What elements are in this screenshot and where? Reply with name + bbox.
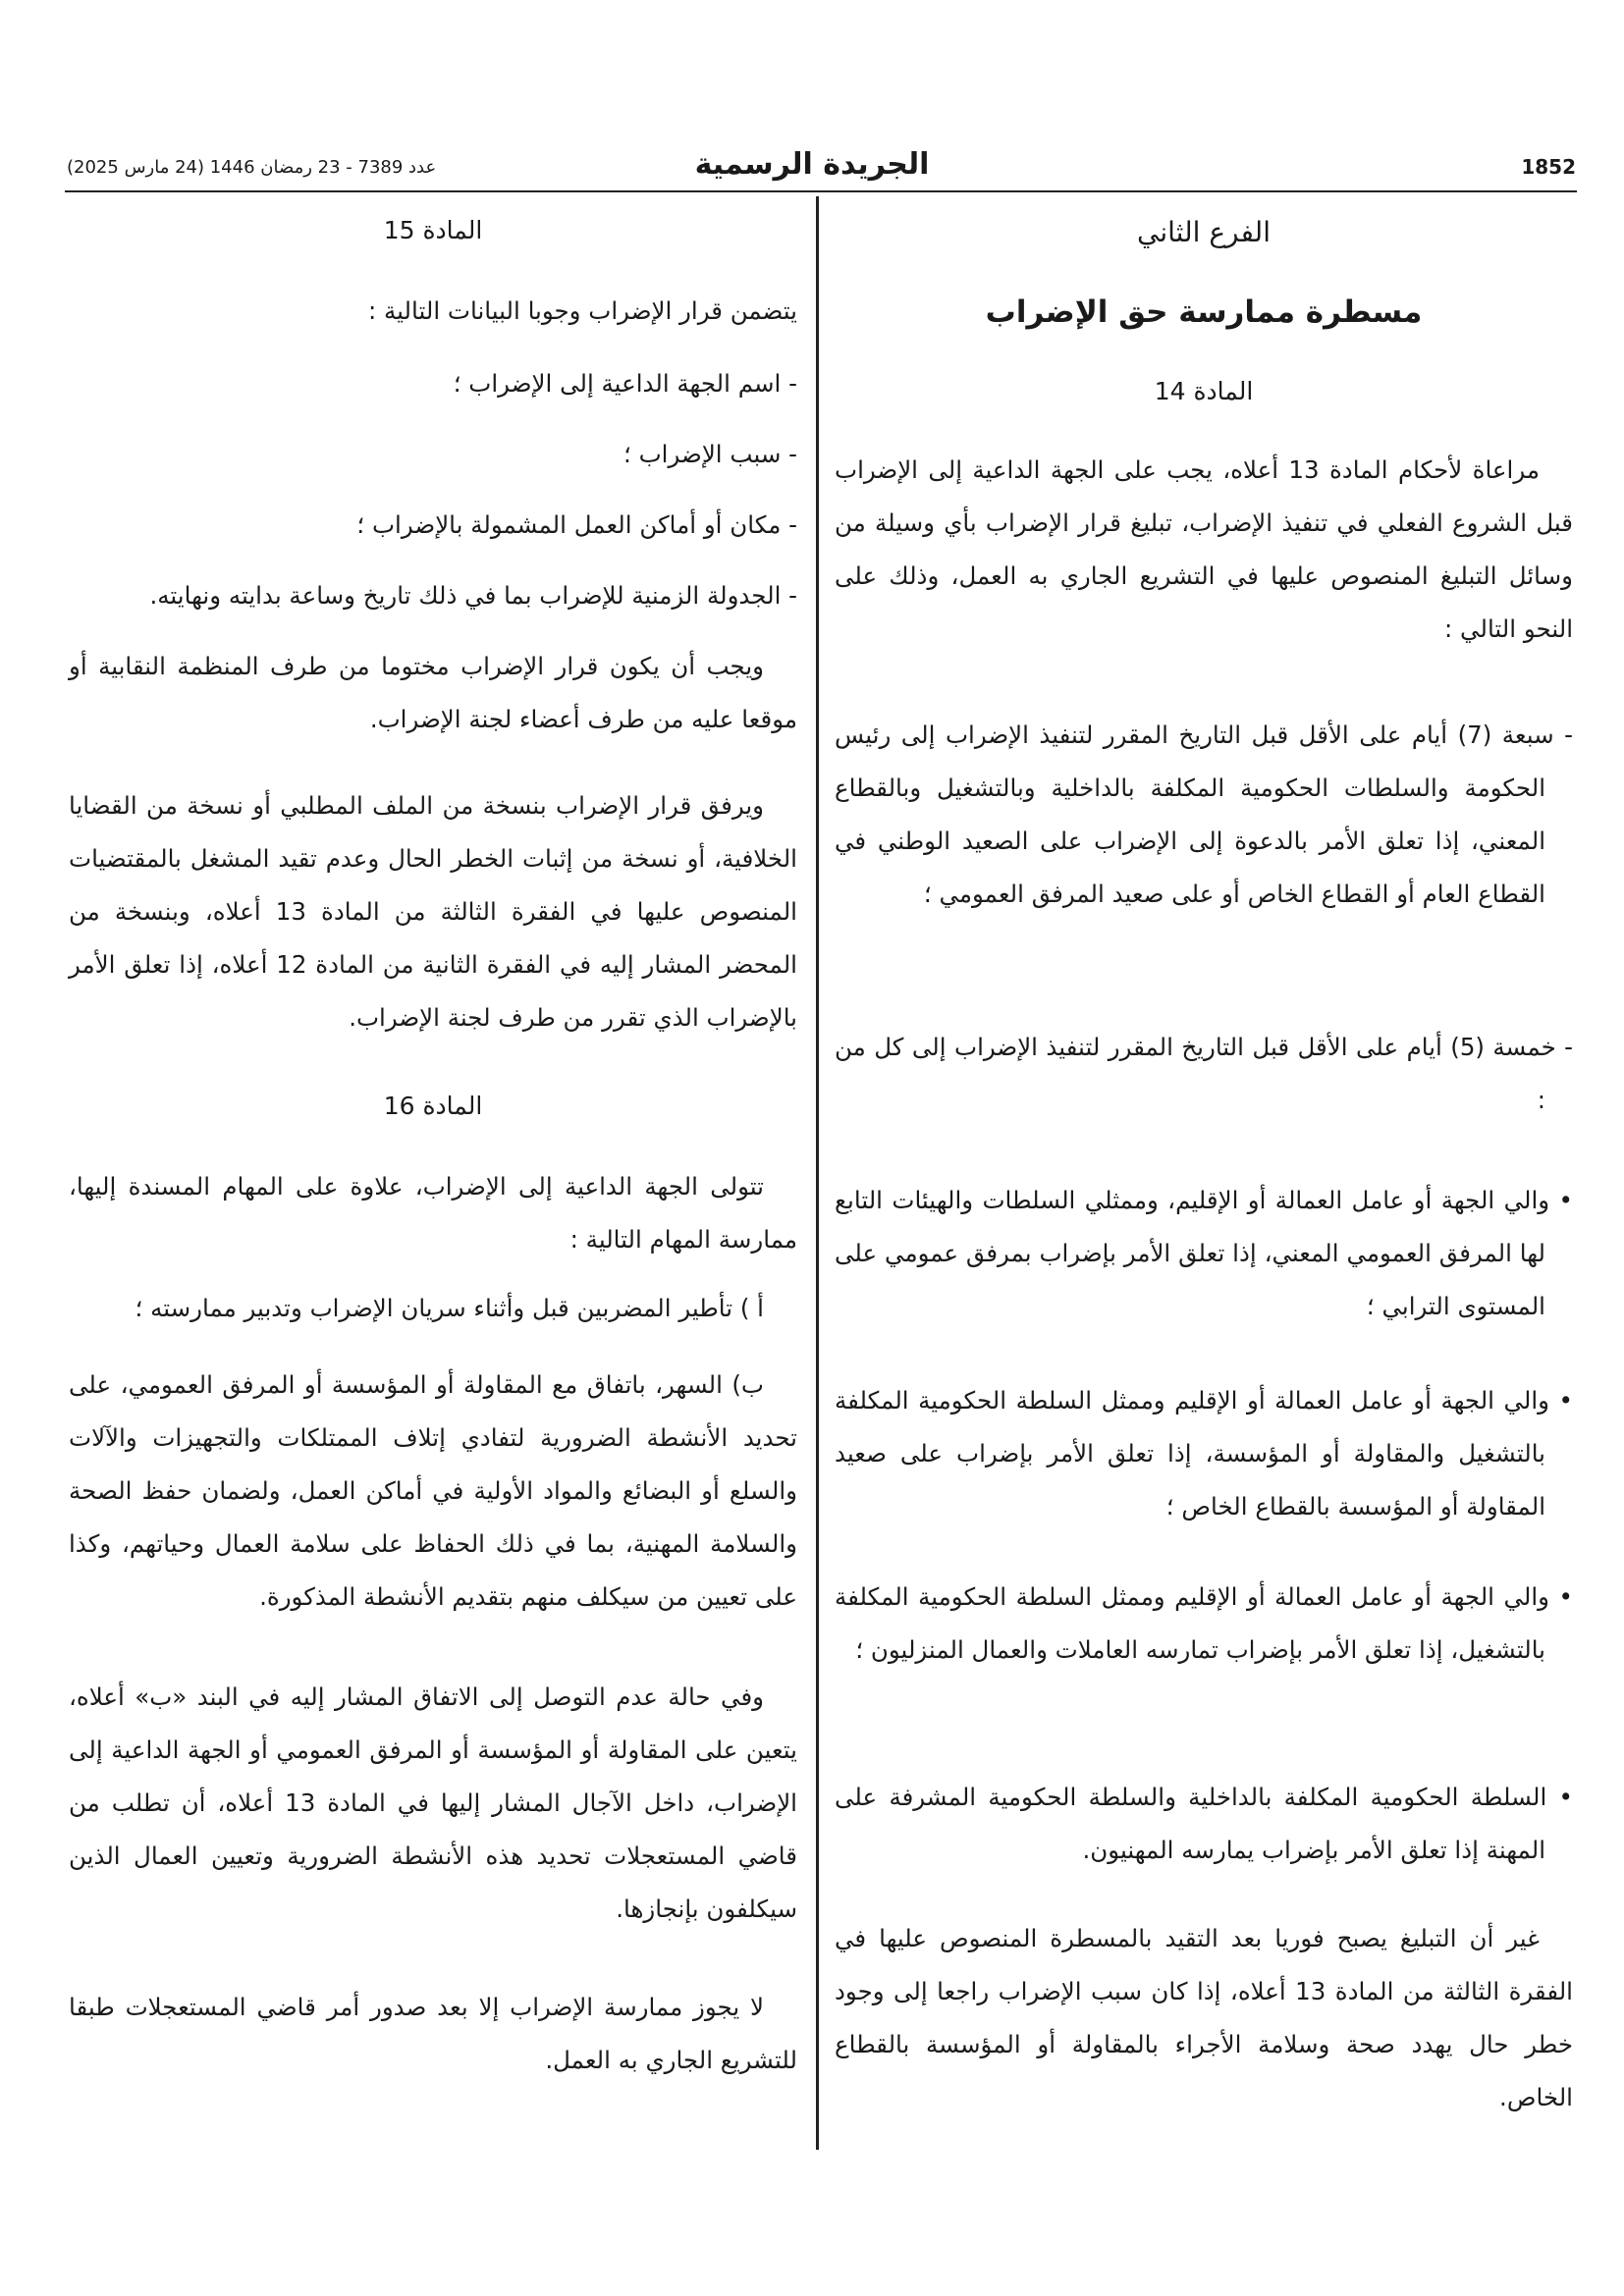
article-16-para-2: لا يجوز ممارسة الإضراب إلا بعد صدور أمر قاضي المستعجلات طبقا للتشريع الجاري به العمل.	[69, 1993, 797, 2074]
article-16-item-a: أ ) تأطير المضربين قبل وأثناء سريان الإضراب وتدبير ممارسته ؛	[135, 1294, 764, 1322]
article-14-bullet-3: • والي الجهة أو عامل العمالة أو الإقليم وممثل السلطة الحكومية المكلفة بالتشغيل، إذا تعلق الأمر بإضراب تمارسه العاملات والعمال المنزليون ؛	[835, 1582, 1573, 1664]
column-divider	[816, 196, 819, 2150]
page-number: 1852	[1521, 155, 1576, 179]
article-16-intro: تتولى الجهة الداعية إلى الإضراب، علاوة على المهام المسندة إليها، ممارسة المهام التالية :	[69, 1172, 797, 1254]
header-divider	[65, 190, 1577, 192]
section-label: الفرع الثاني	[1137, 216, 1271, 248]
article-14-bullet-2: • والي الجهة أو عامل العمالة أو الإقليم وممثل السلطة الحكومية المكلفة بالتشغيل والمقاولة أو المؤسسة، إذا تعلق الأمر بإضراب على صعيد المقاولة أو المؤسسة بالقطاع الخاص ؛	[835, 1386, 1573, 1521]
article-14-heading: المادة 14	[1154, 377, 1254, 405]
article-16-para-1: وفي حالة عدم التوصل إلى الاتفاق المشار إليه في البند «ب» أعلاه، يتعين على المقاولة أو المؤسسة أو المرفق العمومي أو الجهة الداعية إلى الإضراب، داخل الآجال المشار إليها في المادة 13 أعلاه، أن تطلب من قاضي المستعجلات تحديد هذه الأنشطة الضرورية وتعيين العمال الذين سيكلفون بإنجازها.	[69, 1682, 797, 1923]
article-15-item-2: - سبب الإضراب ؛	[623, 440, 797, 468]
article-15-item-3: - مكان أو أماكن العمل المشمولة بالإضراب ؛	[356, 510, 797, 539]
article-14-intro: مراعاة لأحكام المادة 13 أعلاه، يجب على الجهة الداعية إلى الإضراب قبل الشروع الفعلي في تنفيذ الإضراب، تبليغ قرار الإضراب بأي وسيلة من وسائل التبليغ المنصوص عليها في التشريع الجاري به العمل، وذلك على النحو التالي :	[835, 455, 1573, 643]
article-15-heading: المادة 15	[383, 216, 483, 244]
article-16-item-b: ب) السهر، باتفاق مع المقاولة أو المؤسسة أو المرفق العمومي، على تحديد الأنشطة الضرورية لتفادي إتلاف الممتلكات والتجهيزات والآلات والسلع أو البضائع والمواد الأولية في أماكن العمل، ولضمان حفظ الصحة والسلامة المهنية، بما في ذلك الحفاظ على سلامة العمال وحياتهم، وكذا على تعيين من سيكلف منهم بتقديم الأنشطة المذكورة.	[69, 1370, 797, 1611]
article-14-bullet-4: • السلطة الحكومية المكلفة بالداخلية والسلطة الحكومية المشرفة على المهنة إذا تعلق الأمر بإضراب يمارسه المهنيون.	[835, 1783, 1573, 1864]
article-14-item-2: - خمسة (5) أيام على الأقل قبل التاريخ المقرر لتنفيذ الإضراب إلى كل من :	[835, 1033, 1573, 1114]
issue-info: عدد 7389 - 23 رمضان 1446 (24 مارس 2025)	[67, 157, 437, 178]
article-15-item-4: - الجدولة الزمنية للإضراب بما في ذلك تاريخ وساعة بدايته ونهايته.	[149, 581, 797, 610]
gazette-title: الجريدة الرسمية	[694, 147, 930, 182]
article-15-para-1: ويجب أن يكون قرار الإضراب مختوما من طرف المنظمة النقابية أو موقعا عليه من طرف أعضاء لجنة الإضراب.	[69, 652, 797, 733]
article-14-bullet-1: • والي الجهة أو عامل العمالة أو الإقليم، وممثلي السلطات والهيئات التابع لها المرفق العمومي المعني، إذا تعلق الأمر بإضراب بمرفق عمومي على المستوى الترابي ؛	[835, 1186, 1573, 1320]
article-16-heading: المادة 16	[383, 1092, 483, 1120]
article-15-item-1: - اسم الجهة الداعية إلى الإضراب ؛	[453, 369, 797, 398]
article-14-closing: غير أن التبليغ يصبح فوريا بعد التقيد بالمسطرة المنصوص عليها في الفقرة الثالثة من المادة 13 أعلاه، إذا كان سبب الإضراب راجعا إلى وجود خطر حال يهدد صحة وسلامة الأجراء بالمقاولة أو المؤسسة بالقطاع الخاص.	[835, 1924, 1573, 2111]
article-14-item-1: - سبعة (7) أيام على الأقل قبل التاريخ المقرر لتنفيذ الإضراب إلى رئيس الحكومة والسلطات الحكومية المكلفة بالداخلية وبالتشغيل وبالقطاع المعني، إذا تعلق الأمر بالدعوة إلى الإضراب على الصعيد الوطني في القطاع العام أو القطاع الخاص أو على صعيد المرفق العمومي ؛	[835, 721, 1573, 908]
article-15-intro: يتضمن قرار الإضراب وجوبا البيانات التالية :	[367, 296, 797, 325]
article-15-para-2: ويرفق قرار الإضراب بنسخة من الملف المطلبي أو نسخة من القضايا الخلافية، أو نسخة من إثبات الخطر الحال وعدم تقيد المشغل بالمقتضيات المنصوص عليها في الفقرة الثالثة من المادة 13 أعلاه، وبنسخة من المحضر المشار إليه في الفقرة الثانية من المادة 12 أعلاه، إذا تعلق الأمر بالإضراب الذي تقرر من طرف لجنة الإضراب.	[69, 791, 797, 1032]
section-title: مسطرة ممارسة حق الإضراب	[985, 294, 1423, 330]
